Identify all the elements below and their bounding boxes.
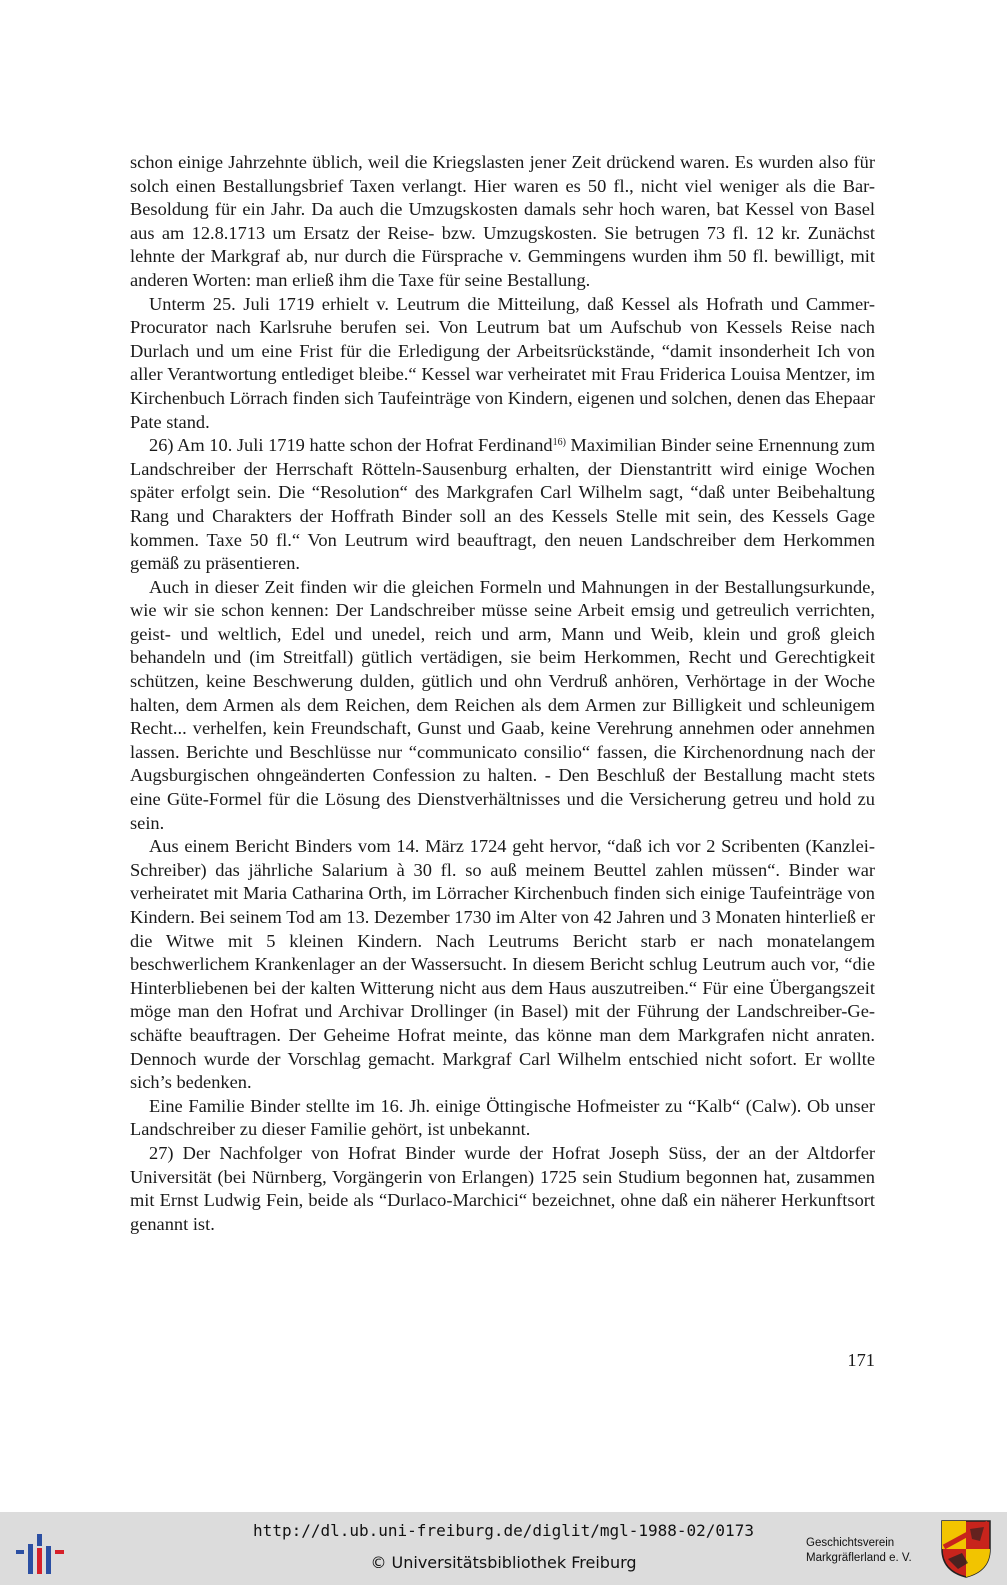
- paragraph-text: 27) Der Nachfolger von Hofrat Binder wurde der Hofrat Joseph Süss, der an der Altdorfer Universität (bei Nürnberg, Vorgängerin von Erlangen) 1725 sein Studium begonnen hat, zusammen mit Ernst Ludwig Fein, beide als “Durlaco-Marchici“ bezeichnet, ohne daß ein näherer Herkunftsort genannt ist.: [130, 1142, 875, 1234]
- body-paragraph: [130, 576, 875, 836]
- paragraph-text: Maximilian Binder seine Ernennung zum Landschreiber der Herrschaft Rötteln-Sausenburg erhalten, der Dienstantritt wird einige Wochen später erfolgt sein. Die “Resolution“ des Markgrafen Carl Wilhelm sagt, “daß unter Beibehaltung Rang und Charakters der Hoffrath Binder soll an des Kessels Stelle mit sein, des Kessels Gage kommen. Taxe 50 fl.“ Von Leutrum wird beauftragt, den neuen Landschreiber dem Herkommen gemäß zu präsentieren.: [130, 435, 876, 574]
- page-number: 171: [847, 1350, 875, 1370]
- paragraph-text: Auch in dieser Zeit finden wir die gleichen Formeln und Mahnungen in der Bestallungsurkunde, wie wir sie schon kennen: Der Landschreiber müsse seine Arbeit emsig und getreulich verrichten, geist- und weltlich, Edel und unedel, reich und arm, Mann und Weib, klein und groß gleich behandeln und (im Streitfall) gütlich vertädigen, sie beim Herkommen, Recht und Gerechtigkeit schützen, keine Beschwerung dulden, gütlich und ohn Verdruß anhören, Verhörtage in der Woche halten, dem Armen als dem Reichen, dem Reichen als dem Armen zur Billigkeit und schleunigem Recht... verhelfen, kein Freundschaft, Gunst und Gaab, keine Verehrung annehmen oder annehmen lassen. Berichte und Beschlüsse nur “communicato consilio“ fassen, die Kirchenordnung nach der Augsburgischen ohngeänderten Confession zu halten. - Den Beschluß der Bestallung macht stets eine Güte-Formel für die Lösung des Dienstverhältnisses und die Versicherung getreu und hold zu sein.: [130, 576, 875, 833]
- body-paragraph: [130, 434, 875, 576]
- society-line-2: Markgräflerland e. V.: [806, 1552, 912, 1564]
- body-paragraph: [130, 293, 875, 435]
- paragraph-text: Aus einem Bericht Binders vom 14. März 1724 geht hervor, “daß ich vor 2 Scribenten (Kanzlei-Schreiber) das jährliche Salarium à 30 fl. so auß meinem Beuttel zahlen müssen“. Binder war verheiratet mit Maria Catharina Orth, im Lörracher Kirchenbuch finden sich einige Taufeinträge von Kindern. Bei seinem Tod am 13. Dezember 1730 im Alter von 42 Jahren und 3 Monaten hinterließ er die Witwe mit 5 kleinen Kindern. Nach Leutrums Bericht starb er nach monatelangem beschwerlichem Krankenlager an der Wassersucht. In diesem Bericht schlug Leutrum auch vor, “die Hinterbliebenen bei der kalten Witterung nicht aus dem Haus auszutreiben.“ Für eine Übergangszeit möge man den Hofrat und Archivar Drollinger (in Basel) mit der Führung der Landschreiber-Geschäfte beauftragen. Der Geheime Hofrat meinte, das könne man dem Markgrafen nicht anraten. Dennoch wurde der Vorschlag gemacht. Markgraf Carl Wilhelm entschied nicht sofort. Er wollte sich’s bedenken.: [130, 836, 875, 1093]
- paragraph-text: Unterm 25. Juli 1719 erhielt v. Leutrum die Mitteilung, daß Kessel als Hofrath und Cammer-Procurator nach Karlsruhe berufen sei. Von Leutrum bat um Aufschub von Kessels Reise nach Durlach und um eine Frist für die Erledigung der Arbeitsrückstände, “damit insonderheit Ich von aller Verantwortung entlediget bleibe.“ Kessel war verheiratet mit Frau Friderica Louisa Mentzer, im Kirchenbuch Lörrach finden sich Taufeinträge von Kindern, eigenen und solchen, denen das Ehepaar Pate stand.: [130, 293, 875, 432]
- coat-of-arms-icon[interactable]: [940, 1519, 992, 1579]
- source-url-link[interactable]: http://dl.ub.uni-freiburg.de/diglit/mgl-1988-02/0173: [253, 1521, 754, 1540]
- copyright-text: © Universitätsbibliothek Freiburg: [370, 1553, 637, 1572]
- society-name: [806, 1536, 936, 1566]
- paragraph-text: Eine Familie Binder stellte im 16. Jh. einige Öttingische Hofmeister zu “Kalb“ (Calw). Ob unser Landschreiber zu dieser Familie gehört, ist unbekannt.: [130, 1095, 875, 1140]
- footnote-marker[interactable]: 16): [552, 437, 566, 449]
- paragraph-text: 26) Am 10. Juli 1719 hatte schon der Hofrat Ferdinand: [149, 435, 553, 456]
- society-line-1: Geschichtsverein: [806, 1537, 895, 1549]
- body-paragraph: [130, 835, 875, 1095]
- paragraph-text: schon einige Jahrzehnte üblich, weil die Kriegslasten jener Zeit drückend waren. Es wurden also für solch einen Bestallungsbrief Taxen verlangt. Hier waren es 50 fl., nicht viel weniger als die Bar-Besoldung für ein Jahr. Da auch die Umzugskosten damals sehr hoch waren, bat Kessel von Basel aus am 12.8.1713 um Ersatz der Reise- bzw. Umzugskosten. Sie betrugen 73 fl. 12 kr. Zunächst lehnte der Markgraf ab, nur durch die Fürsprache v. Gemmingens wurden ihm 50 fl. bewilligt, mit anderen Worten: man erließ ihm die Taxe für seine Bestallung.: [130, 152, 875, 290]
- body-paragraph: [130, 151, 875, 293]
- footer-bar: [0, 1512, 1007, 1585]
- page-body: [130, 151, 875, 1236]
- body-paragraph: [130, 1095, 875, 1142]
- body-paragraph: [130, 1142, 875, 1236]
